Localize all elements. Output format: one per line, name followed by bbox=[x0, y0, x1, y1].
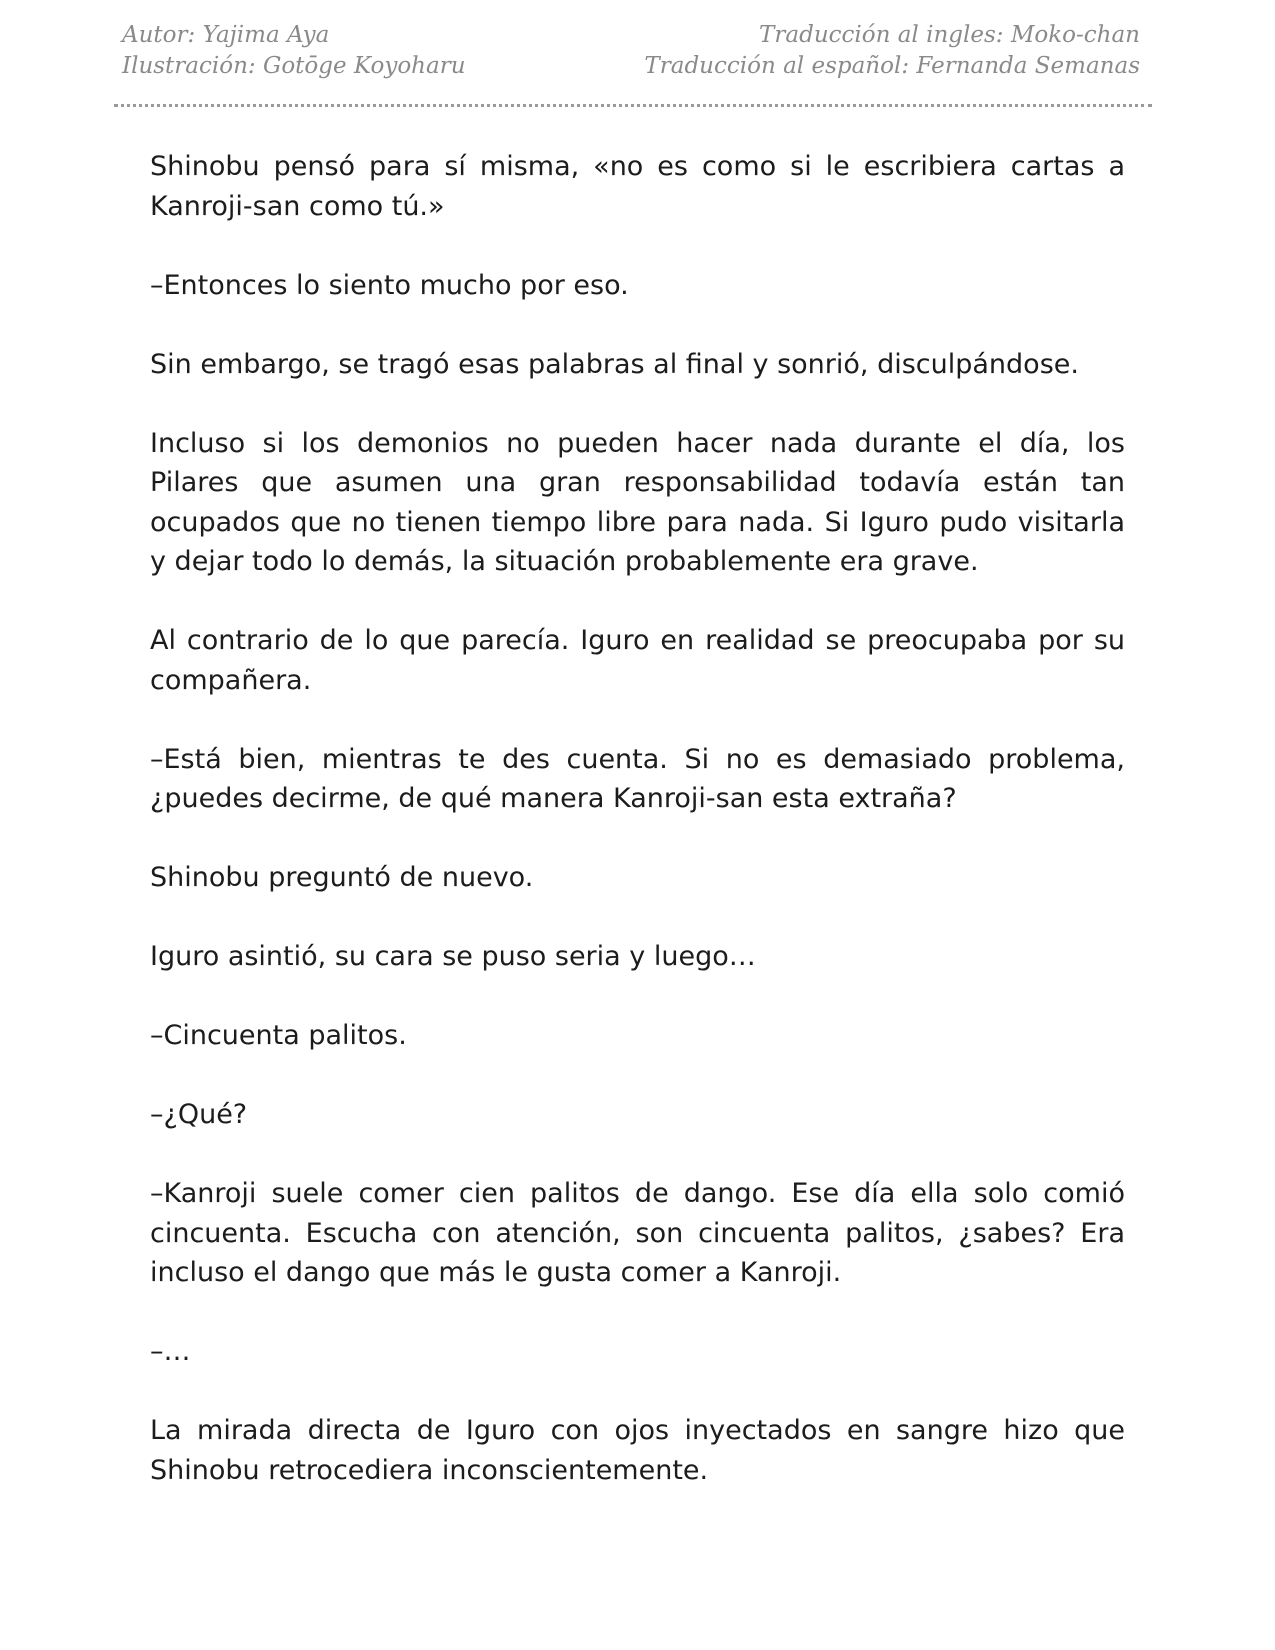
page-header bbox=[122, 20, 1140, 84]
paragraph-2: –Entonces lo siento mucho por eso. bbox=[150, 269, 629, 301]
paragraph-13: La mirada directa de Iguro con ojos inyectados en sangre hizo que Shinobu retrocediera inconscientemente. bbox=[150, 1415, 1125, 1486]
english-translation-credit: Traducción al ingles: Moko-chan bbox=[759, 22, 1140, 48]
paragraph-12: –… bbox=[150, 1336, 191, 1367]
header-credits-left bbox=[122, 20, 466, 82]
author-credit: Autor: Yajima Aya bbox=[122, 22, 330, 48]
paragraph-6: –Está bien, mientras te des cuenta. Si no es demasiado problema, ¿puedes decirme, de qué manera Kanroji-san esta extraña? bbox=[150, 743, 1125, 814]
paragraph-8: Iguro asintió, su cara se puso seria y luego… bbox=[150, 941, 756, 972]
paragraph-5: Al contrario de lo que parecía. Iguro en realidad se preocupaba por su compañera. bbox=[150, 625, 1125, 696]
paragraph-9: –Cincuenta palitos. bbox=[150, 1020, 407, 1051]
paragraph-1: Shinobu pensó para sí misma, «no es como si le escribiera cartas a Kanroji-san como tú.» bbox=[150, 151, 1125, 222]
paragraph-4: Incluso si los demonios no pueden hacer nada durante el día, los Pilares que asumen una gran responsabilidad todavía están tan ocupados que no tienen tiempo libre para nada. Si Iguro pudo visitarla y dejar todo lo demás, la situación probablemente era grave. bbox=[150, 427, 1125, 577]
paragraph-3: Sin embargo, se tragó esas palabras al final y sonrió, disculpándose. bbox=[150, 348, 1079, 380]
document-body bbox=[150, 147, 1125, 1530]
header-divider bbox=[114, 104, 1152, 107]
illustration-credit: Ilustración: Gotōge Koyoharu bbox=[122, 53, 466, 79]
header-credits-right bbox=[644, 20, 1140, 82]
spanish-translation-credit: Traducción al español: Fernanda Semanas bbox=[644, 53, 1140, 79]
paragraph-11: –Kanroji suele comer cien palitos de dango. Ese día ella solo comió cincuenta. Escucha con atención, son cincuenta palitos, ¿sabes? Era incluso el dango que más le gusta comer a Kanroji. bbox=[150, 1178, 1125, 1288]
paragraph-7: Shinobu preguntó de nuevo. bbox=[150, 862, 534, 893]
paragraph-10: –¿Qué? bbox=[150, 1099, 248, 1130]
